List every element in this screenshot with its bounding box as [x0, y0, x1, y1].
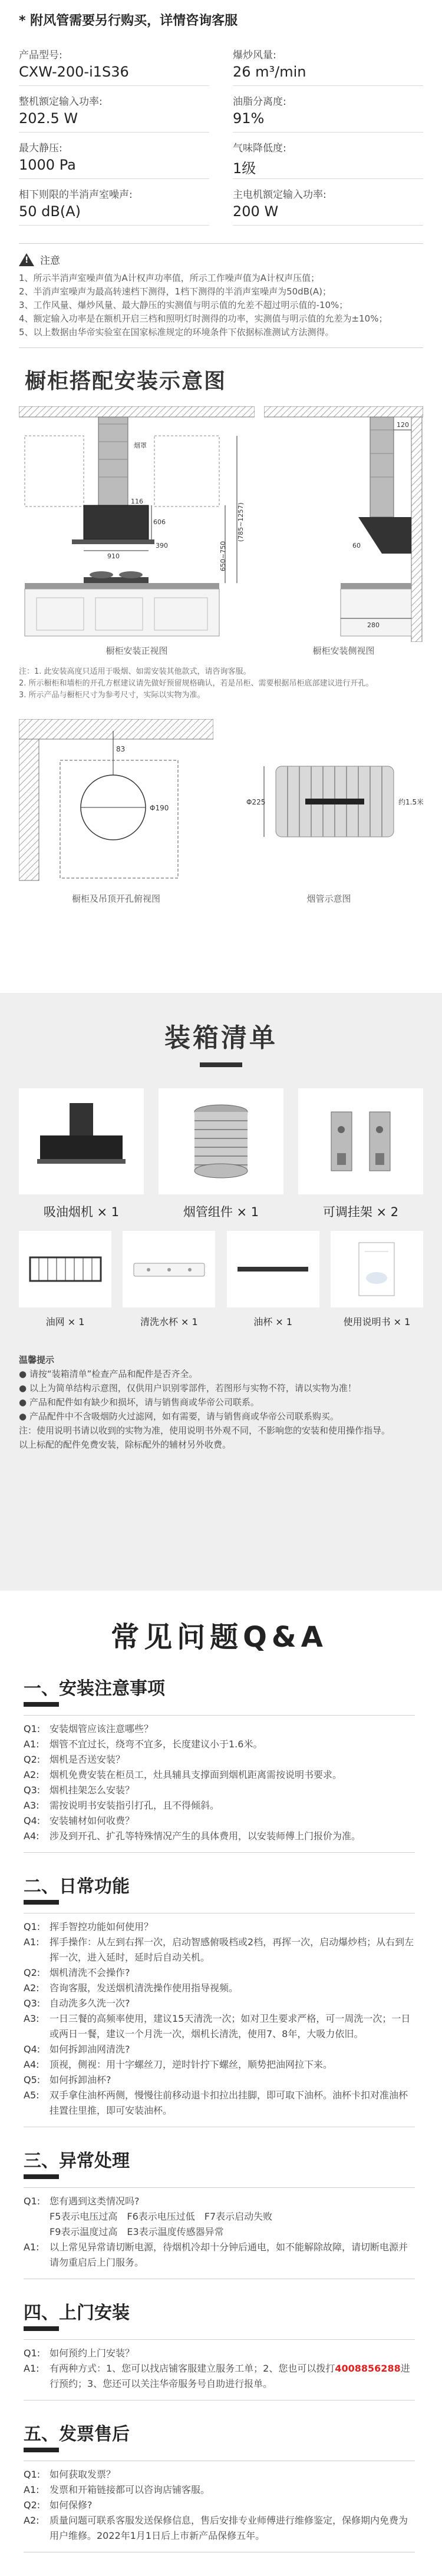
spec-label: 主电机额定输入功率: [233, 189, 326, 201]
qa-line [24, 2482, 415, 2498]
qa-key: Q1: [24, 2196, 41, 2207]
qa-key: A5: [24, 2090, 39, 2101]
dim-280: 280 [367, 621, 380, 629]
pack-item [227, 1231, 319, 1328]
spec-grid [19, 39, 423, 226]
pack-item [19, 1231, 111, 1328]
hotline-number[interactable]: 4008856288 [335, 2363, 401, 2374]
title-bar [24, 1900, 59, 1905]
top-view-drawing [19, 719, 213, 890]
tip-line: ● 产品配件中不含吸烟防火过滤网，如有需要，请与销售商或华帝公司联系购买。 [19, 1411, 339, 1422]
spec-value: 1000 Pa [19, 157, 76, 173]
spec-item [233, 86, 423, 133]
faq-block [24, 1715, 415, 1853]
qa-key: Q2: [24, 2499, 41, 2511]
qa-key: Q1: [24, 2469, 41, 2480]
spec-notes [19, 243, 423, 348]
dim-phi190: Φ190 [150, 804, 169, 812]
note-line: 4、额定输入功率是在额机开启三档和照明灯时测得的功率，实测值与明示值的允差为±10%； [19, 313, 388, 324]
dim-606: 606 [153, 518, 166, 526]
qa-line [24, 2513, 415, 2544]
qa-text: 质量问题可联系客服发送保修信息，售后安排专业师傅进行维修鉴定，保修期内免费为用户维修。2022年1月1日后上市新产品保修五年。 [50, 2515, 408, 2541]
qa-text: 如何预约上门安装？ [50, 2347, 135, 2359]
faq-title: 常见问题Q&A [111, 1621, 328, 1654]
qa-key: A1: [24, 1936, 39, 1948]
pack-card [19, 1231, 111, 1307]
qa-line [24, 1935, 415, 1965]
qa-line [24, 1767, 415, 1783]
front-view-caption: 橱柜安装正视图 [105, 645, 168, 656]
qa-text: 烟管不宜过长，绕弯不宜多，长度建议小于1.6米。 [50, 1739, 263, 1750]
qa-key: Q1: [24, 1723, 41, 1734]
qa-key: Q1: [24, 2347, 41, 2359]
qa-line [24, 1829, 415, 1844]
qa-text: 烟机免费安装在柜员工，灶具辅具支撑面到烟机距离需按说明书要求。 [50, 1769, 342, 1780]
qa-key: A3: [24, 1800, 39, 1811]
qa-text: 烟机挂架怎么安装？ [50, 1784, 135, 1796]
spec-label: 气味降低度: [233, 143, 286, 154]
grease-filter-icon [27, 1251, 104, 1287]
qa-line [24, 1752, 415, 1767]
qa-text: 挥手操作：从左到右挥一次，启动智感俯吸档或2档，再挥一次，启动爆炒档；从右到左挥一次，进入延时，延时后自动关机。 [50, 1936, 414, 1963]
packing-tips [19, 1353, 423, 1452]
faq-section-heading: 五、发票售后 [24, 2424, 130, 2445]
pack-label: 烟管组件 × 1 [183, 1205, 259, 1219]
tips-heading: 温馨提示 [19, 1355, 55, 1365]
pack-label: 使用说明书 × 1 [343, 1316, 411, 1327]
qa-key: A4: [24, 1830, 39, 1842]
install-section [0, 348, 442, 993]
qa-text: 双手拿住油杯两侧，慢慢往前移动退卡扣拉出挂脚，即可取下油杯。油杯卡扣对准油杯挂置往里推，即可安装油杯。 [50, 2090, 408, 2116]
qa-line [24, 2194, 415, 2209]
front-view [19, 406, 255, 657]
pack-item [159, 1088, 283, 1231]
pack-card [19, 1088, 144, 1194]
faq-section [0, 1591, 442, 2576]
note-line: 3、工作风量、爆炒风量、最大静压的实测值与明示值的允差不超过明示值的-10%； [19, 300, 348, 310]
title-bar [24, 2326, 59, 2331]
title-bar [24, 1702, 59, 1707]
qa-line [24, 2011, 415, 2042]
faq-block [24, 2339, 415, 2400]
front-view-drawing [19, 406, 255, 642]
install-note-line: 2. 所示橱柜和墙柜的开孔方框建议请先做好预留规格确认，若是吊柜、需要根据吊柜底部建议进行开孔。 [19, 679, 374, 688]
qa-line [24, 1919, 415, 1935]
note-line: 2、半消声室噪声为最高转速档下测得，1档下测得的半消声室噪声为50dB(A)； [19, 286, 331, 297]
pack-item [331, 1231, 423, 1328]
qa-key: Q4: [24, 2044, 41, 2055]
pack-label: 油网 × 1 [45, 1316, 85, 1327]
faq-block [24, 2187, 415, 2279]
pipe-caption: 烟管示意图 [306, 893, 351, 904]
qa-text: 烟机清洗不会操作? [50, 1967, 130, 1978]
qa-key: Q2: [24, 1967, 41, 1978]
qa-text: F9表示温度过高 E3表示温度传感器异常 [50, 2226, 224, 2237]
top-view [19, 719, 213, 905]
dim-hood: 烟罩 [134, 442, 147, 449]
duct-assembly-icon [180, 1100, 262, 1183]
pack-item [298, 1088, 423, 1231]
pipe-view [235, 719, 423, 905]
range-hood-icon [34, 1100, 128, 1183]
dim-60: 60 [352, 542, 361, 549]
packing-row-large [19, 1088, 423, 1231]
qa-key: A3: [24, 2013, 39, 2024]
tip-line: ● 产品和配件如有缺少和损坏，请与销售商或华帝公司联系。 [19, 1397, 259, 1408]
packing-title: 装箱清单 [164, 1023, 278, 1053]
qa-text: F5表示电压过高 F6表示电压过低 F7表示启动失败 [50, 2211, 273, 2222]
duct-notice: * 附风管需要另行购买，详情咨询客服 [19, 14, 238, 28]
qa-text: 顶视，侧视：用十字螺丝刀，逆时针拧下螺丝，顺势把油网拉下来。 [50, 2059, 333, 2070]
qa-line [24, 1813, 415, 1829]
packing-row-small [19, 1231, 423, 1328]
qa-key: A2: [24, 1769, 39, 1780]
qa-key: Q3: [24, 1998, 41, 2009]
qa-text: 以上常见异常请切断电源，待烟机冷却十分钟后通电，如不能解除故障，请切断电源并请勿重启后上门服务。 [50, 2241, 408, 2268]
install-note-line: 注：1. 此安装高度只适用于吸烟、如需安装其他款式，请咨询客服。 [19, 667, 251, 676]
dim-910: 910 [107, 552, 120, 560]
install-diagram-row-2 [19, 719, 423, 905]
qa-line [24, 2498, 415, 2513]
title-bar [24, 2174, 59, 2179]
dim-83: 83 [116, 745, 126, 753]
qa-line [24, 2072, 415, 2088]
install-title: 橱柜搭配安装示意图 [25, 369, 227, 393]
pack-card [331, 1231, 423, 1307]
spec-label: 爆炒风量: [233, 49, 276, 61]
qa-key: A1: [24, 1739, 39, 1750]
spec-value: 1级 [233, 160, 256, 177]
note-line: 1、所示半消声室噪声值为A计权声功率值，所示工作噪声值为A计权声压值； [19, 273, 320, 283]
qa-line [24, 2240, 415, 2270]
tip-line: 以上标配的配件免费安装，除标配外的辅材另外收费。 [19, 1439, 232, 1450]
spec-section [0, 0, 442, 348]
qa-key: Q5: [24, 2074, 41, 2085]
qa-line [24, 2467, 415, 2482]
qa-text: 有两种方式：1、您可以找店铺客服建立服务工单；2、您也可以拨打4008856288进行预约；3、您还可以关注华帝服务号自助进行报单。 [50, 2363, 410, 2389]
qa-line [24, 2088, 415, 2118]
qa-key: A1: [24, 2484, 39, 2495]
qa-line [24, 1981, 415, 1996]
warning-icon [19, 253, 34, 266]
qa-line [24, 2346, 415, 2361]
install-notes [19, 666, 423, 701]
qa-line [24, 2209, 415, 2224]
top-view-caption: 橱柜及吊顶开孔俯视图 [71, 893, 160, 904]
install-diagram-row [19, 406, 423, 657]
qa-key [24, 2224, 50, 2240]
faq-block [24, 1913, 415, 2127]
qa-text: 需按说明书安装指引打孔，且不得倾斜。 [50, 1800, 220, 1811]
qa-text: 如何拆卸油杯? [50, 2074, 111, 2085]
notes-heading: 注意 [40, 255, 60, 267]
spec-item [19, 39, 209, 86]
note-line: 5、以上数据由华帝实验室在国家标准规定的环境条件下依据标准测试方法测得。 [19, 327, 334, 337]
side-view-caption: 橱柜安装侧视图 [312, 645, 375, 656]
pipe-drawing [235, 719, 423, 890]
title-bar [24, 2448, 59, 2452]
tip-line: ● 以上为简单结构示意图，仅供用户识别零部件，若图形与实物不符，请以实物为准！ [19, 1383, 357, 1393]
faq-section-heading: 四、上门安装 [24, 2303, 130, 2323]
pack-label: 可调挂架 × 2 [322, 1205, 399, 1219]
qa-text: 安装烟管应该注意哪些？ [50, 1723, 154, 1734]
spec-label: 整机额定输入功率: [19, 96, 103, 108]
qa-key: A2: [24, 2515, 39, 2526]
packing-section [0, 993, 442, 1591]
spec-label: 产品型号: [19, 49, 62, 61]
bracket-icon [319, 1100, 402, 1183]
spec-item [19, 133, 209, 179]
qa-text: 涉及到开孔、扩孔等特殊情况产生的具体费用，以安装师傅上门报价为准。 [50, 1830, 361, 1842]
spec-value: 91% [233, 110, 265, 127]
tip-line: 注：使用说明书请以收到的实物为准，使用说明书外观不同，不影响您的安装和使用操作指导。 [19, 1425, 391, 1436]
title-bar [200, 1062, 242, 1067]
qa-key: A4: [24, 2059, 39, 2070]
faq-section-heading: 一、安装注意事项 [24, 1678, 165, 1699]
manual-icon [353, 1240, 400, 1299]
qa-key: Q2: [24, 1754, 41, 1765]
qa-text: 如何获取发票？ [50, 2469, 116, 2480]
spec-label: 最大静压: [19, 143, 62, 154]
dim-phi225: Φ225 [246, 798, 266, 806]
spec-label: 相下则限的半消声室噪声: [19, 189, 133, 201]
dim-650-750: 650~750 [219, 541, 227, 571]
faq-section-heading: 三、异常处理 [24, 2151, 130, 2171]
dim-120: 120 [397, 421, 409, 429]
qa-text: 自动洗多久洗一次? [50, 1998, 130, 2009]
qa-text: 您有遇到这类情况吗? [50, 2196, 140, 2207]
pack-label: 吸油烟机 × 1 [43, 1205, 120, 1219]
pack-label: 油杯 × 1 [253, 1316, 293, 1327]
spec-value: 50 dB(A) [19, 203, 81, 220]
qa-text: 如何保修? [50, 2499, 93, 2511]
faq-section-heading: 二、日常功能 [24, 1876, 130, 1897]
dim-116: 116 [131, 498, 143, 505]
spec-value: 200 W [233, 203, 279, 220]
pack-item [123, 1231, 215, 1328]
pack-card [227, 1231, 319, 1307]
pack-card [298, 1088, 423, 1194]
qa-key: A1: [24, 2241, 39, 2253]
qa-text: 挥手智控功能如何使用？ [50, 1921, 154, 1932]
qa-text: 一日三餐的高频率使用，建议15天清洗一次；如对卫生要求严格，可一周洗一次；一日或两日一餐，建议一个月洗一次，烟机长清洗，使用7、8年，大吸力依旧。 [50, 2013, 411, 2039]
qa-key [24, 2209, 50, 2224]
pack-card [123, 1231, 215, 1307]
qa-line [24, 1737, 415, 1752]
dim-390: 390 [156, 542, 168, 549]
spec-value: CXW-200-i1S36 [19, 64, 129, 80]
qa-text: 咨询客服，发送烟机清洗操作使用指导视频。 [50, 1982, 239, 1994]
qa-key: Q4: [24, 1815, 41, 1826]
qa-key: Q1: [24, 1921, 41, 1932]
qa-key: A1: [24, 2363, 39, 2374]
qa-text: 发票和开箱链接都可以咨询店铺客服。 [50, 2484, 210, 2495]
qa-line [24, 1798, 415, 1813]
qa-text: 烟机是否送安装？ [50, 1754, 126, 1765]
dim-785-1257: (785~1257) [237, 502, 245, 542]
side-view-drawing [264, 406, 423, 642]
side-view [264, 406, 423, 657]
qa-line [24, 1996, 415, 2011]
qa-line [24, 1783, 415, 1798]
qa-line [24, 2042, 415, 2057]
qa-text: 如何拆卸油网清洗? [50, 2044, 130, 2055]
install-note-line: 3. 所示产品与橱柜尺寸为参考尺寸，实际以实物为准。 [19, 691, 205, 700]
spec-value: 26 m³/min [233, 64, 306, 80]
faq-block [24, 2461, 415, 2552]
oil-cup-icon [235, 1263, 311, 1275]
spec-item [233, 133, 423, 179]
tip-line: ● 请按“装箱清单”检查产品和配件是否齐全。 [19, 1369, 198, 1379]
qa-key: A2: [24, 1982, 39, 1994]
dim-length: 约1.5米 [398, 798, 423, 806]
qa-line [24, 1721, 415, 1737]
pack-item [19, 1088, 144, 1231]
qa-line [24, 2361, 415, 2392]
qa-line [24, 2224, 415, 2240]
qa-key: Q3: [24, 1784, 41, 1796]
spec-item [19, 179, 209, 226]
cleaning-cup-icon [131, 1257, 207, 1281]
spec-value: 202.5 W [19, 110, 78, 127]
qa-line [24, 1965, 415, 1981]
spec-item [233, 39, 423, 86]
spec-item [19, 86, 209, 133]
pack-card [159, 1088, 283, 1194]
qa-line [24, 2057, 415, 2072]
pack-label: 清洗水杯 × 1 [140, 1316, 198, 1327]
spec-item [233, 179, 423, 226]
qa-text: 安装辅材如何收费？ [50, 1815, 135, 1826]
spec-label: 油脂分离度: [233, 96, 286, 108]
